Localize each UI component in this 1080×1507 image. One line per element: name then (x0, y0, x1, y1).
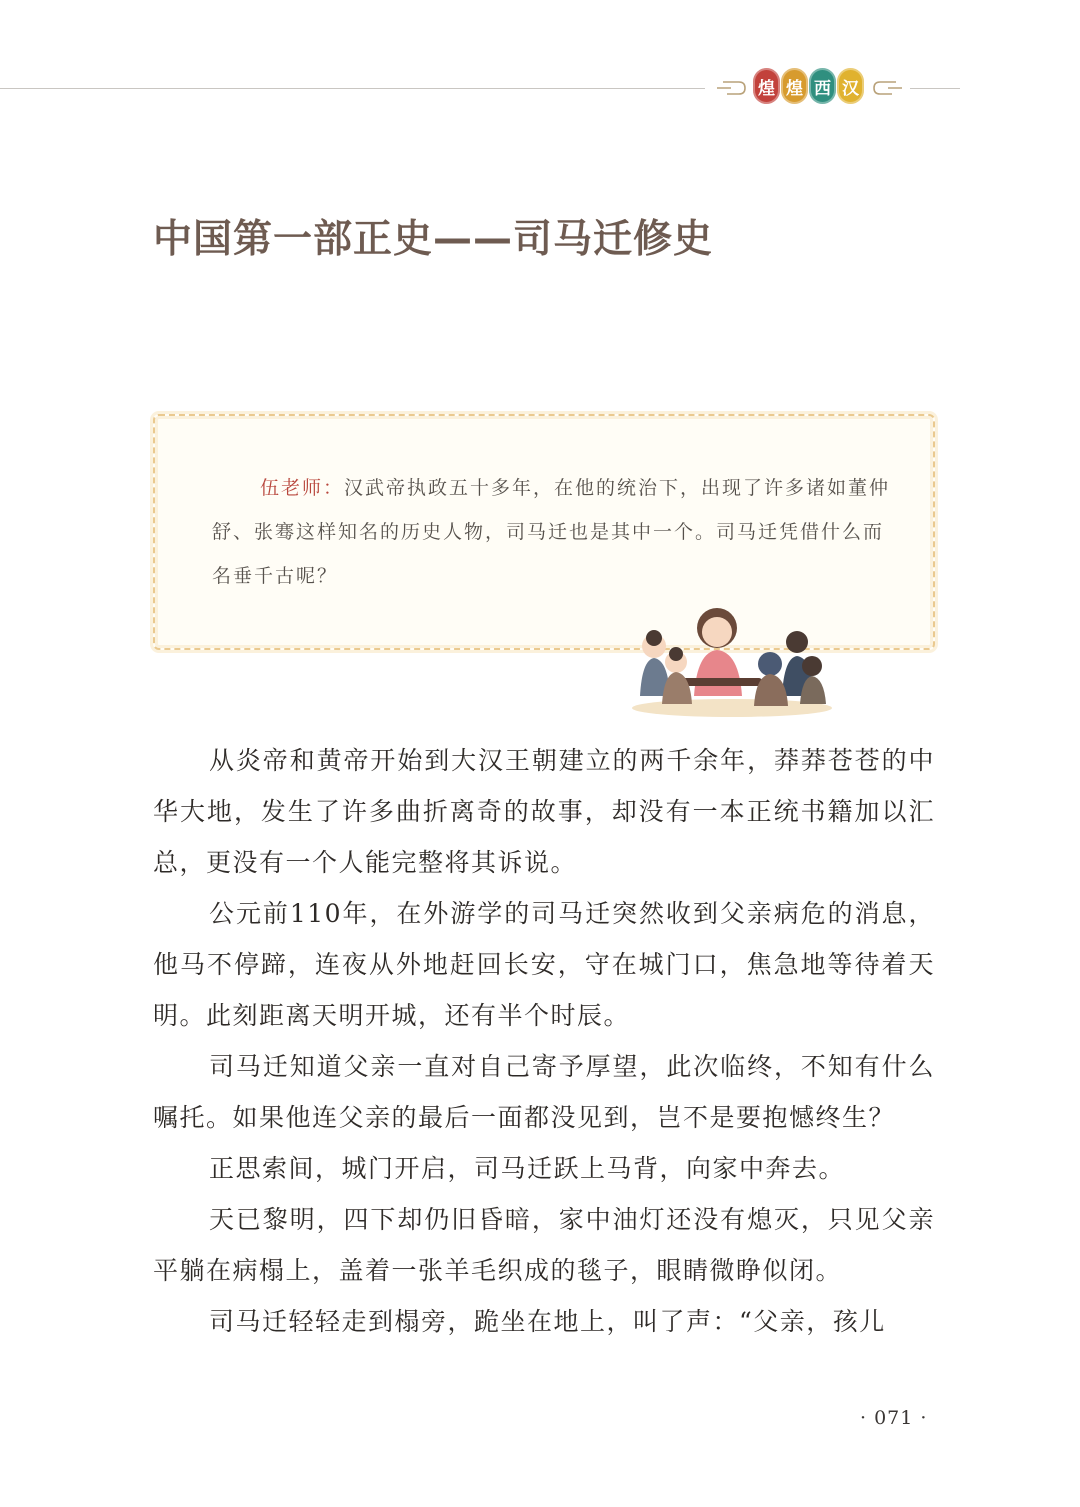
paragraph: 天已黎明，四下却仍旧昏暗，家中油灯还没有熄灭，只见父亲平躺在病榻上，盖着一张羊毛织成的毯子，眼睛微睁似闭。 (153, 1205, 935, 1285)
body-text (153, 735, 935, 1347)
series-char: 煌 (781, 68, 808, 104)
dialog-speaker: 伍老师： (260, 477, 345, 499)
paragraph: 司马迁知道父亲一直对自己寄予厚望，此次临终，不知有什么嘱托。如果他连父亲的最后一面都没见到，岂不是要抱憾终生？ (153, 1052, 935, 1132)
dialog-content: 汉武帝执政五十多年，在他的统治下，出现了许多诸如董仲舒、张骞这样知名的历史人物，司马迁也是其中一个。司马迁凭借什么而名垂千古呢？ (212, 477, 891, 587)
paragraph: 从炎帝和黄帝开始到大汉王朝建立的两千余年，莽莽苍苍的中华大地，发生了许多曲折离奇的故事，却没有一本正统书籍加以汇总，更没有一个人能完整将其诉说。 (153, 746, 935, 877)
page-number: · 071 · (860, 1407, 928, 1429)
chapter-title: 中国第一部正史——司马迁修史 (153, 217, 714, 262)
series-badge (753, 68, 864, 104)
cloud-ornament-icon (715, 76, 751, 100)
paragraph: 公元前110年，在外游学的司马迁突然收到父亲病危的消息，他马不停蹄，连夜从外地赶回长安，守在城门口，焦急地等待着天明。此刻距离天明开城，还有半个时辰。 (153, 899, 935, 1030)
paragraph: 司马迁轻轻走到榻旁，跪坐在地上，叫了声：“父亲，孩儿 (209, 1307, 886, 1336)
series-char: 西 (809, 68, 836, 104)
series-char: 汉 (837, 68, 864, 104)
cloud-ornament-icon (868, 76, 904, 100)
teacher-and-students-illustration (622, 600, 842, 720)
series-char: 煌 (753, 68, 780, 104)
dialog-text (212, 466, 892, 598)
header-rule-left (0, 88, 705, 89)
paragraph: 正思索间，城门开启，司马迁跃上马背，向家中奔去。 (209, 1154, 846, 1183)
header-rule-right (910, 88, 960, 89)
